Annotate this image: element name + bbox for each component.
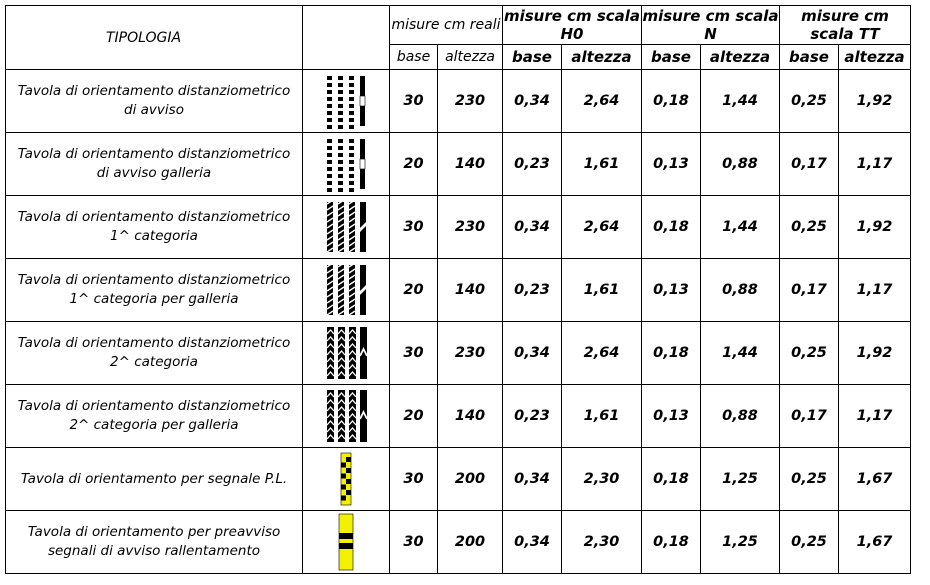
altezza-tt-cell: 1,67 xyxy=(839,511,911,574)
subheader-base-tt: base xyxy=(780,45,839,70)
table-row xyxy=(6,70,911,133)
altezza-real-cell: 140 xyxy=(438,259,503,322)
base-n-cell: 0,18 xyxy=(642,511,701,574)
base-real-cell: 20 xyxy=(390,133,438,196)
altezza-n-cell: 0,88 xyxy=(701,385,780,448)
tipologia-cell: Tavola di orientamento distanziometrico 1^ categoria xyxy=(6,196,303,259)
base-n-cell: 0,13 xyxy=(642,385,701,448)
altezza-real-cell: 200 xyxy=(438,511,503,574)
altezza-n-cell: 1,25 xyxy=(701,511,780,574)
base-h0-cell: 0,34 xyxy=(503,511,562,574)
table-row xyxy=(6,511,911,574)
altezza-h0-cell: 2,64 xyxy=(562,70,642,133)
base-tt-cell: 0,25 xyxy=(780,196,839,259)
dash-bars-icon xyxy=(303,70,390,133)
base-h0-cell: 0,34 xyxy=(503,448,562,511)
altezza-real-cell: 230 xyxy=(438,70,503,133)
icon-column-header xyxy=(303,6,390,70)
base-tt-cell: 0,25 xyxy=(780,511,839,574)
base-n-cell: 0,13 xyxy=(642,133,701,196)
yellow-striped-board-icon xyxy=(303,511,390,574)
altezza-tt-cell: 1,92 xyxy=(839,70,911,133)
tipologia-cell: Tavola di orientamento per preavviso segnali di avviso rallentamento xyxy=(6,511,303,574)
subheader-base-real: base xyxy=(390,45,438,70)
yellow-checker-board-icon xyxy=(303,448,390,511)
group-header-h0: misure cm scala H0 xyxy=(503,7,641,43)
altezza-h0-cell: 1,61 xyxy=(562,259,642,322)
base-n-cell: 0,13 xyxy=(642,259,701,322)
altezza-n-cell: 0,88 xyxy=(701,259,780,322)
altezza-n-cell: 1,44 xyxy=(701,196,780,259)
base-real-cell: 30 xyxy=(390,196,438,259)
altezza-n-cell: 1,44 xyxy=(701,70,780,133)
altezza-h0-cell: 2,30 xyxy=(562,511,642,574)
altezza-tt-cell: 1,17 xyxy=(839,259,911,322)
subheader-altezza-h0: altezza xyxy=(562,45,642,70)
altezza-h0-cell: 1,61 xyxy=(562,133,642,196)
dash-bars-icon xyxy=(303,133,390,196)
base-n-cell: 0,18 xyxy=(642,322,701,385)
tipologia-cell: Tavola di orientamento distanziometrico 2^ categoria per galleria xyxy=(6,385,303,448)
diagonal-bars-icon xyxy=(303,196,390,259)
altezza-h0-cell: 1,61 xyxy=(562,385,642,448)
tipologia-cell: Tavola di orientamento distanziometrico 1^ categoria per galleria xyxy=(6,259,303,322)
base-n-cell: 0,18 xyxy=(642,448,701,511)
tipologia-cell: Tavola di orientamento distanziometrico di avviso xyxy=(6,70,303,133)
table-row xyxy=(6,196,911,259)
table-row xyxy=(6,259,911,322)
subheader-base-h0: base xyxy=(503,45,562,70)
altezza-n-cell: 1,44 xyxy=(701,322,780,385)
altezza-real-cell: 140 xyxy=(438,385,503,448)
tipologia-cell: Tavola di orientamento distanziometrico 2^ categoria xyxy=(6,322,303,385)
base-n-cell: 0,18 xyxy=(642,70,701,133)
altezza-h0-cell: 2,64 xyxy=(562,322,642,385)
chevron-bars-icon xyxy=(303,322,390,385)
diagonal-bars-icon xyxy=(303,259,390,322)
altezza-real-cell: 140 xyxy=(438,133,503,196)
base-real-cell: 30 xyxy=(390,448,438,511)
base-tt-cell: 0,17 xyxy=(780,133,839,196)
base-tt-cell: 0,17 xyxy=(780,259,839,322)
base-tt-cell: 0,25 xyxy=(780,70,839,133)
base-tt-cell: 0,25 xyxy=(780,448,839,511)
tipologia-header: TIPOLOGIA xyxy=(6,6,303,70)
base-real-cell: 20 xyxy=(390,259,438,322)
group-header-tt: misure cm scala TT xyxy=(780,6,911,45)
base-h0-cell: 0,23 xyxy=(503,133,562,196)
chevron-bars-icon xyxy=(303,385,390,448)
base-real-cell: 20 xyxy=(390,385,438,448)
tipologia-cell: Tavola di orientamento per segnale P.L. xyxy=(6,448,303,511)
table-row xyxy=(6,448,911,511)
subheader-altezza-tt: altezza xyxy=(839,45,911,70)
altezza-n-cell: 1,25 xyxy=(701,448,780,511)
tipologia-cell: Tavola di orientamento distanziometrico di avviso galleria xyxy=(6,133,303,196)
base-h0-cell: 0,34 xyxy=(503,70,562,133)
subheader-altezza-n: altezza xyxy=(701,45,780,70)
base-real-cell: 30 xyxy=(390,322,438,385)
altezza-n-cell: 0,88 xyxy=(701,133,780,196)
base-h0-cell: 0,23 xyxy=(503,385,562,448)
group-header-n: misure cm scala N xyxy=(642,7,779,43)
base-h0-cell: 0,34 xyxy=(503,322,562,385)
subheader-altezza-real: altezza xyxy=(438,45,503,70)
table-row xyxy=(6,133,911,196)
altezza-h0-cell: 2,30 xyxy=(562,448,642,511)
table-row xyxy=(6,385,911,448)
altezza-tt-cell: 1,17 xyxy=(839,385,911,448)
altezza-tt-cell: 1,67 xyxy=(839,448,911,511)
altezza-real-cell: 200 xyxy=(438,448,503,511)
altezza-h0-cell: 2,64 xyxy=(562,196,642,259)
group-header-real: misure cm reali xyxy=(390,6,503,45)
subheader-base-n: base xyxy=(642,45,701,70)
table-row xyxy=(6,322,911,385)
base-tt-cell: 0,17 xyxy=(780,385,839,448)
altezza-real-cell: 230 xyxy=(438,322,503,385)
base-h0-cell: 0,23 xyxy=(503,259,562,322)
dimensions-table xyxy=(5,5,911,574)
base-n-cell: 0,18 xyxy=(642,196,701,259)
altezza-tt-cell: 1,92 xyxy=(839,322,911,385)
altezza-real-cell: 230 xyxy=(438,196,503,259)
base-real-cell: 30 xyxy=(390,70,438,133)
base-h0-cell: 0,34 xyxy=(503,196,562,259)
altezza-tt-cell: 1,92 xyxy=(839,196,911,259)
altezza-tt-cell: 1,17 xyxy=(839,133,911,196)
base-real-cell: 30 xyxy=(390,511,438,574)
base-tt-cell: 0,25 xyxy=(780,322,839,385)
